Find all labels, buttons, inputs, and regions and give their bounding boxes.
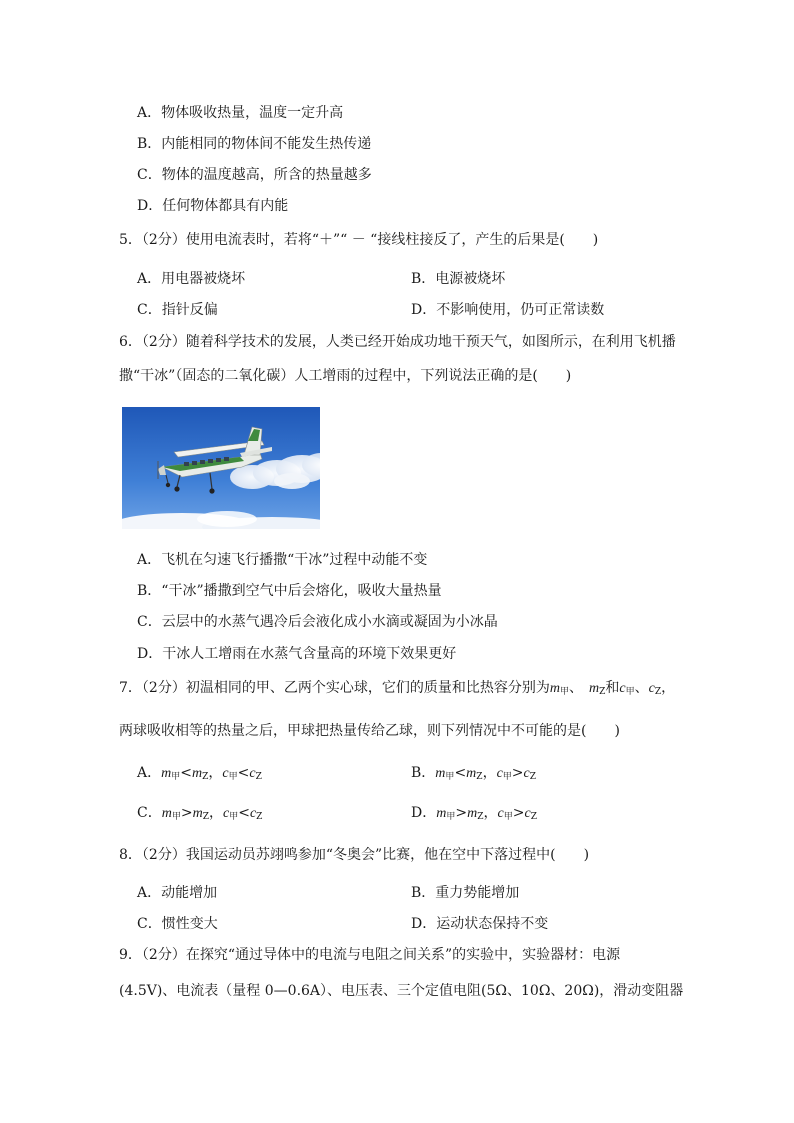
q4-option-b: B．内能相同的物体间不能发生热传递	[137, 136, 372, 152]
airplane-seeding-photo	[122, 407, 320, 529]
q8-option-d: D．运动状态保持不变	[411, 916, 549, 932]
q5-stem: 5．（2分）使用电流表时，若将“＋”“ － “接线柱接反了，产生的后果是( )	[119, 232, 599, 248]
q4-option-c: C．物体的温度越高，所含的热量越多	[137, 167, 372, 183]
q6-stem-line1: 6．（2分）随着科学技术的发展，人类已经开始成功地干预天气，如图所示，在利用飞机播	[119, 334, 676, 350]
q4-option-d: D．任何物体都具有内能	[137, 198, 289, 214]
q8-stem: 8．（2分）我国运动员苏翊鸣参加“冬奥会”比赛，他在空中下落过程中( )	[119, 847, 590, 863]
q8-option-b: B．重力势能增加	[411, 885, 520, 901]
q8-option-c: C．惯性变大	[137, 916, 218, 932]
q6-option-b: B．“干冰”播撒到空气中后会熔化，吸收大量热量	[137, 583, 442, 599]
q7-option-a: A．$m_甲<m_Z$，$c_甲<c_Z$	[137, 765, 262, 782]
q8-option-a: A．动能增加	[137, 885, 218, 901]
q5-option-c: C．指针反偏	[137, 302, 218, 318]
q9-stem-line2: (4.5V)、电流表（量程 0—0.6A）、电压表、三个定值电阻(5Ω、10Ω、20Ω)，滑动变阻器	[119, 983, 684, 999]
q5-option-b: B．电源被烧坏	[411, 271, 506, 287]
q9-stem-line1: 9．（2分）在探究“通过导体中的电流与电阻之间关系”的实验中，实验器材：电源	[119, 947, 621, 963]
q6-stem-line2: 撒“干冰”（固态的二氧化碳）人工增雨的过程中，下列说法正确的是( )	[119, 368, 572, 384]
q4-option-a: A．物体吸收热量，温度一定升高	[137, 105, 344, 121]
q6-option-d: D．干冰人工增雨在水蒸气含量高的环境下效果更好	[137, 646, 457, 662]
q5-option-d: D．不影响使用，仍可正常读数	[411, 302, 605, 318]
q7-option-d: D．$m_甲>m_Z$，$c_甲>c_Z$	[411, 805, 537, 822]
q7-option-b: B．$m_甲<m_Z$，$c_甲>c_Z$	[411, 765, 537, 782]
q7-stem-line2: 两球吸收相等的热量之后，甲球把热量传给乙球，则下列情况中不可能的是( )	[119, 723, 620, 739]
q7-option-c: C．$m_甲>m_Z$，$c_甲<c_Z$	[137, 805, 263, 822]
q5-option-a: A．用电器被烧坏	[137, 271, 246, 287]
q6-option-a: A．飞机在匀速飞行播撒“干冰”过程中动能不变	[137, 552, 428, 568]
q7-stem-line1: 7．（2分）初温相同的甲、乙两个实心球，它们的质量和比热容分别为$m_甲$、 $m_Z$和$c_甲$、$c_Z$，	[119, 680, 676, 697]
q6-option-c: C．云层中的水蒸气遇冷后会液化成小水滴或凝固为小冰晶	[137, 614, 498, 630]
